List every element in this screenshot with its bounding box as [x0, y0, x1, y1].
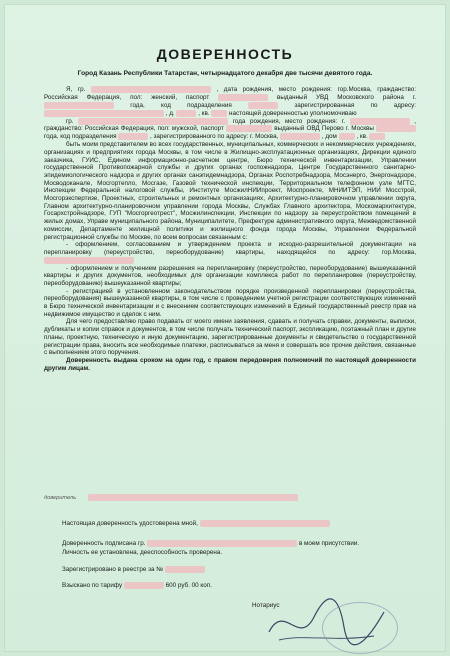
certification-line: Настоящая доверенность удостоверена мной,: [62, 520, 442, 527]
redaction: [165, 566, 205, 573]
document-page: [4, 4, 446, 652]
city-date-line: Город Казань Республики Татарстан, четырнадцатого декабря две тысячи девятого года.: [77, 70, 373, 77]
identity-line: Личность ее установлена, дееспособность проверена.: [62, 549, 223, 556]
redaction: [376, 125, 416, 132]
redaction: [339, 133, 355, 140]
redaction: [78, 118, 228, 125]
signed-line: Доверенность подписана гр. в моем присутствии.: [62, 540, 360, 548]
redaction: [44, 110, 164, 117]
registry-line: Зарегистрировано в реестре за №: [62, 566, 442, 573]
redaction: [44, 257, 134, 264]
redaction: [118, 133, 148, 140]
redaction: [226, 125, 272, 132]
notary-stamp: [322, 602, 398, 654]
tariff-line: Взыскано по тарифу 600 руб. 00 коп.: [62, 582, 212, 590]
notary-label: Нотариус: [252, 602, 280, 609]
principal-paragraph: Я, гр. , дата рождения, место рождения: гор.Москва, гражданство: Российская Федерация, пол: женский, паспорт выданный УВД Московского района г. года, код подразделения зарегистрированная по адресу: , д. , кв. настоящей доверенностью уполномочиваю: [44, 86, 417, 117]
authority-item-2: - оформлением и получением разрешения на перепланировку (переустройство, переоборудование) вышеуказанной квартиры и других документов, необходимых для организации комплекса работ по перепланировке (переустройству, переоборудованию) вышеуказанной квартиры;: [44, 264, 416, 287]
redaction: [280, 133, 320, 140]
redaction: [200, 520, 330, 527]
principal-label: доверитель: [44, 495, 77, 502]
rights-paragraph: Для чего предоставляю право подавать от моего имени заявления, сдавать и получать справки, документы, выписки, дубликаты и копии справок и документов, в том числе получать технический паспорт, экспликацию, поэтажный план и другие планы, проектную, техническую и иную документацию, зарегистрированные документы и свидетельство о государственной регистрации права, вносить все необходимые платежи, расписываться за меня и совершать все прочие действия, связанные с выполнением этого поручения.: [44, 318, 416, 357]
redaction: [369, 133, 385, 140]
redaction: [350, 118, 410, 125]
authority-item-3: - регистрацией в установленном законодательством порядке произведенной перепланировки (переустройства, переоборудования) вышеуказанной квартиры, в том числе с проведением учетной регистрации соответствующих изменений в Бюро технической инвентаризации и с внесением соответствующих изменений в Единый государственный реестр прав на недвижимое имущество и сделок с ним.: [44, 287, 416, 318]
authority-paragraph: быть моим представителем во всех государственных, муниципальных, коммерческих и некоммерческих учреждениях, организациях и предприятиях города Москвы, в том числе в Жилищно-эксплуатационных организациях, Дирекции единого заказчика, ГУИС, Едином информационно-расчетном центре, Бюро технической инвентаризации, Управлении государственной Противопожарной службы и других органах госпожнадзора, Центре Государственного санитарно-эпидемиологического надзора и других органах санэпидемнадзора, Органах Роспотребнадзора, Мосэнерго, Энергонадзоре, Мосводоканале, Мосгортепло, Мосгазе, Газовой технической инспекции, Территориальном телефонном узле МГТС, Инспекции Федеральной налоговой службы, Институте МосжилНИИпроект, Моспроекте, МНИИТЭП, НИИ Мосстрой, Мосгорэкспертизе, Проектных, строительных и ремонтных организациях, Архитектурно-планировочном управлении округа, Главном архитектурно-планировочном управлении города Москвы, Службах Главного архитектора, Москомархитектуре, Госархстройнадзоре, ГУП "Мосгоргеотрест", Мосжилинспекции, Инспекции по надзору за переустройством помещений в жилых домах, Управе муниципального района, Муниципалитете, Префектуре административного округа, Межведомственной комиссии, Департаменте жилищной политики и жилищного фонда города Москвы, Управлении Федеральной регистрационной службы по Москве, по всем вопросам связанным с:: [44, 141, 416, 241]
redaction: [147, 540, 297, 547]
document-title: ДОВЕРЕННОСТЬ: [156, 46, 294, 62]
redaction: [176, 110, 196, 117]
redaction: [218, 94, 268, 101]
redaction: [124, 582, 164, 589]
document-body: [44, 86, 416, 372]
authority-item-1: - оформлением, согласованием и утверждением проекта и исходно-разрешительной документации на перепланировку (переустройство, переоборудование) квартиры, находящейся по адресу: гор.Москва,: [44, 241, 416, 264]
redaction: [44, 102, 114, 109]
validity-paragraph: Доверенность выдана сроком на один год, с правом передоверия полномочий по настоящей доверенности другим лицам.: [44, 356, 416, 372]
principal-intro: Я, гр.: [66, 86, 86, 94]
redaction: [211, 110, 227, 117]
redaction: [91, 86, 211, 93]
principal-signature-line: [44, 494, 424, 501]
representative-paragraph: гр. года рождения, место рождения: г. , гражданство: Российская Федерация, пол: мужской, паспорт выданный ОВД Перово г. Москвы года, код подразделения , зарегистрированного по адресу: г. Москва, , дом , кв.: [44, 117, 417, 141]
redaction: [248, 102, 278, 109]
redaction: [88, 494, 298, 501]
